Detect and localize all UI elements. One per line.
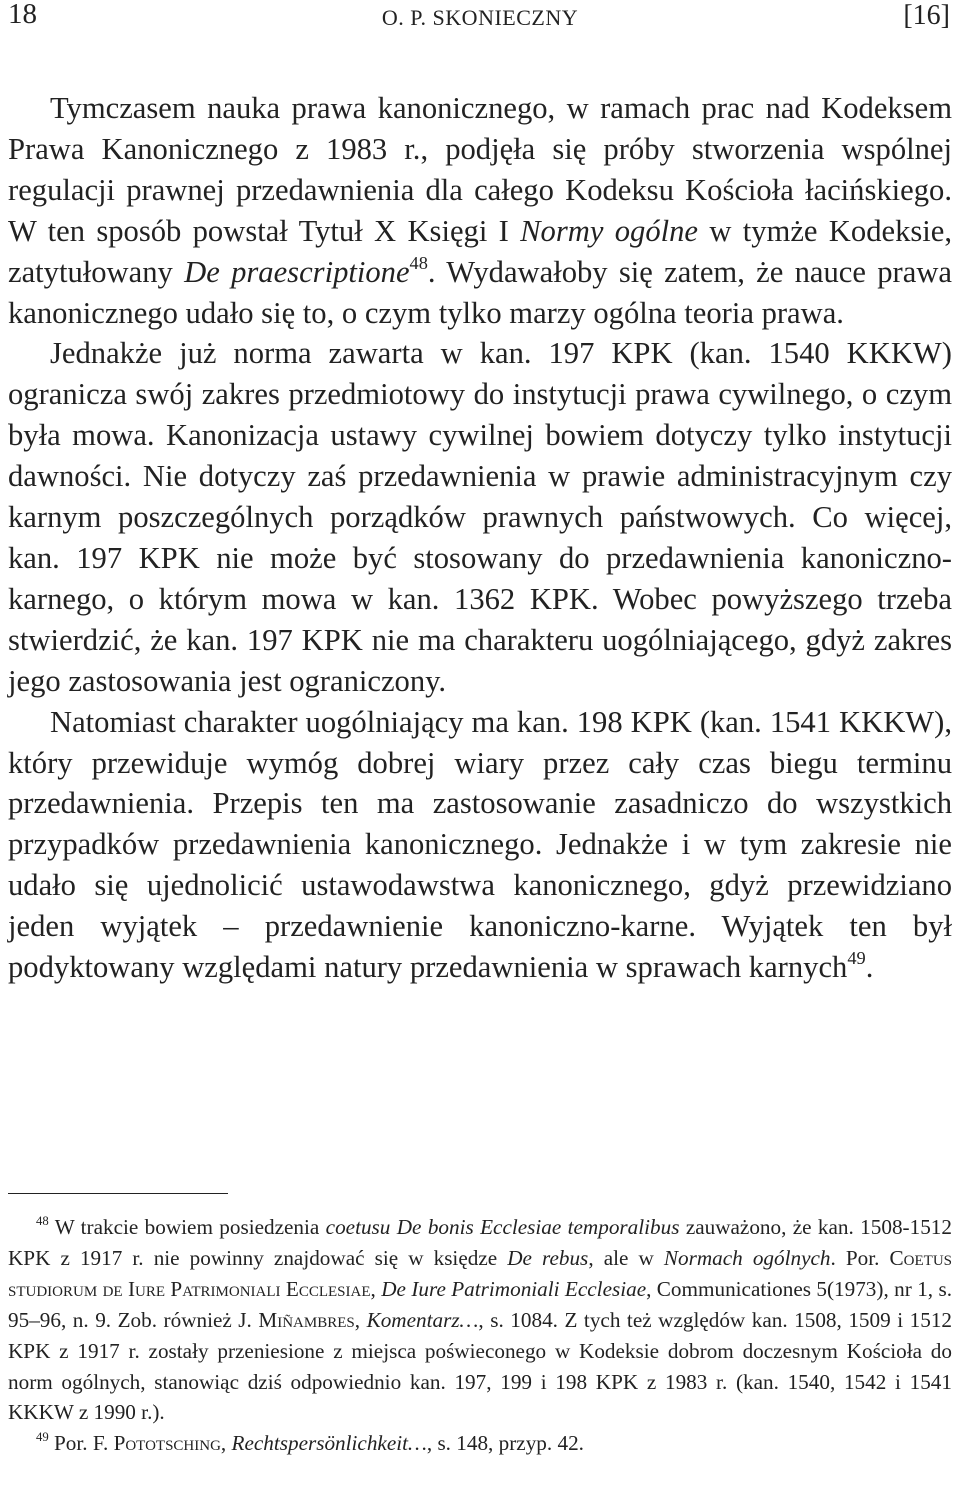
paragraph-1-italic-de-praescriptione: De praescriptione <box>184 254 410 289</box>
footnote-48-italic: De Iure Patrimoniali Ecclesiae <box>381 1276 647 1301</box>
paragraph-3-end: . <box>865 950 874 985</box>
footnote-ref-48[interactable]: 48 <box>409 252 428 273</box>
footnote-ref-49[interactable]: 49 <box>847 948 866 969</box>
running-title: O. P. SKONIECZNY <box>381 5 579 30</box>
footnote-49-italic: Rechtspersönlichkeit… <box>231 1431 427 1456</box>
footnote-49-author: Pototsching <box>113 1431 221 1456</box>
footnote-48-italic: De rebus <box>507 1245 589 1270</box>
footnote-49-text: , s. 148, przyp. 42. <box>426 1431 584 1456</box>
footnote-48-text: , Communicationes 5(1973), nr 1, s. 95–96, n. 9. Zob. również J. <box>8 1276 953 1332</box>
footnote-48-italic: Normach ogólnych <box>663 1245 831 1270</box>
footnote-48-text: , <box>370 1276 382 1301</box>
footnote-48-number: 48 <box>36 1214 49 1229</box>
footnote-49 <box>8 1428 952 1459</box>
running-header <box>0 0 960 40</box>
paragraph-1 <box>8 88 952 333</box>
page-number: 18 <box>8 0 37 30</box>
footnotes <box>8 1212 952 1459</box>
footnote-separator <box>8 1193 228 1194</box>
bracket-number: [16] <box>903 0 950 31</box>
paragraph-3 <box>8 702 952 988</box>
paragraph-1-italic-normy: Normy ogólne <box>520 213 699 248</box>
footnote-49-text: , <box>220 1431 232 1456</box>
footnote-48-text: , ale w <box>588 1245 664 1270</box>
footnote-48-text: zauważono, że kan. 1508-1512 KPK z 1917 r. nie powinny znajdować się w księdze <box>8 1215 952 1270</box>
footnote-48-text: W trakcie bowiem posiedzenia <box>48 1215 326 1239</box>
footnote-48 <box>8 1212 952 1428</box>
footnote-48-text: . Por. <box>830 1245 890 1270</box>
footnote-48-italic: Komentarz… <box>366 1307 479 1332</box>
footnote-48-author: Miñambres <box>258 1307 355 1332</box>
paragraph-3-text: Natomiast charakter uogólniający ma kan. 198 KPK (kan. 1541 KKKW), który przewiduje wymóg dobrej wiary przez cały czas biegu terminu przedawnienia. Przepis ten ma zastosowanie zasadniczo do wszystkich przypadków przedawnienia kanonicznego. Jednakże i w tym zakresie nie udało się ujednolicić ustawodawstwa kanonicznego, gdyż przewidziano jeden wyjątek – przedawnienie kanoniczno-karne. Wyjątek ten był podyktowany względami natury przedawnienia w sprawach karnych <box>8 704 952 985</box>
footnote-49-text: Por. F. <box>48 1431 114 1456</box>
footnote-49-number: 49 <box>36 1430 49 1445</box>
main-text <box>8 88 952 988</box>
paragraph-1-text-e: . Wydawałoby się zatem, że nauce prawa kanonicznego udało się to, o czym tylko marzy ogólna teoria prawa. <box>8 254 952 330</box>
footnote-48-author: Coetus studiorum de Iure Patrimoniali Ecclesiae <box>8 1245 953 1301</box>
paragraph-2: Jednakże już norma zawarta w kan. 197 KPK (kan. 1540 KKKW) ogranicza swój zakres przedmiotowy do instytucji prawa cywilnego, o czym była mowa. Kanonizacja ustawy cywilnej bowiem dotyczy tylko instytucji dawności. Nie dotyczy zaś przedawnienia w prawie administracyjnym czy karnym poszczególnych porządków prawnych państwowych. Co więcej, kan. 197 KPK nie może być stosowany do przedawnienia kanoniczno-karnego, o którym mowa w kan. 1362 KPK. Wobec powyższego trzeba stwierdzić, że kan. 197 KPK nie ma charakteru uogólniającego, gdyż zakres jego zastosowania jest ograniczony. <box>8 336 952 698</box>
paragraph-1-text-c: w tymże Kodeksie, zatytułowany <box>8 213 952 289</box>
paragraph-1-text-a: Tymczasem nauka prawa kanonicznego, w ramach prac nad Kodeksem Prawa Kanonicznego z 1983 r., podjęła się próby stworzenia wspólnej regulacji prawnej przedawnienia dla całego Kodeksu Kościoła łacińskiego. W ten sposób powstał Tytuł X Księgi I <box>8 91 952 248</box>
footnote-48-text: , s. 1084. Z tych też względów kan. 1508, 1509 i 1512 KPK z 1917 r. zostały przeniesione z miejsca poświeconego w Kodeksie dobrom doczesnym Kościoła do norm ogólnych, stanowiąc dziś odpowiednio kan. 197, 199 i 198 KPK z 1983 r. (kan. 1540, 1542 i 1541 KKKW z 1990 r.). <box>8 1307 953 1425</box>
footnote-48-text: , <box>354 1307 367 1332</box>
footnote-48-italic: coetusu De bonis Ecclesiae temporalibus <box>325 1215 680 1239</box>
